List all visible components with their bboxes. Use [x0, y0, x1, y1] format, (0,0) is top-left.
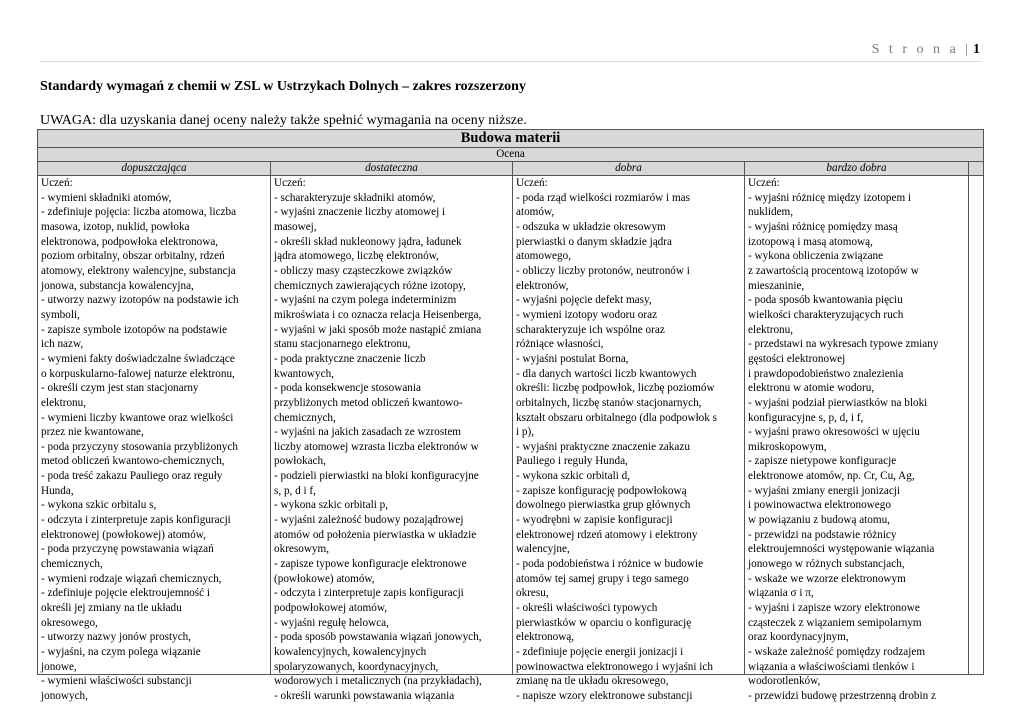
requirement-line: wodorotlenków,: [748, 675, 821, 688]
requirements-cell-dopuszczajaca: [38, 176, 271, 702]
table-row: [38, 176, 984, 675]
requirement-line: kształt obszaru orbitalnego (dla podpowłok s: [516, 411, 718, 424]
requirement-line: - poda przyczyny stosowania przybliżonych: [41, 440, 238, 453]
requirement-line: - poda treść zakazu Pauliego oraz reguły: [41, 470, 223, 483]
requirement-line: - obliczy masy cząsteczkowe związków: [274, 264, 453, 277]
requirement-line: - wyjaśni praktyczne znaczenie zakazu: [516, 440, 690, 453]
requirement-line: s, p, d i f,: [274, 484, 316, 497]
requirement-line: atomowy, elektrony walencyjne, substancja: [41, 264, 236, 277]
requirement-line: elektroujemności występowanie wiązania: [748, 543, 935, 556]
requirement-line: Uczeń:: [748, 177, 780, 189]
requirement-line: konfiguracyjne s, p, d, i f,: [748, 411, 864, 424]
requirement-line: Uczeń:: [41, 177, 73, 189]
requirement-line: w powiązaniu z budową atomu,: [748, 514, 890, 527]
header-divider: [40, 61, 982, 62]
requirement-line: - podzieli pierwiastki na bloki konfiguracyjne: [274, 470, 479, 483]
grade-header-row: [38, 148, 984, 162]
requirement-line: określi jej zmiany na tle układu: [41, 602, 182, 615]
requirement-line: mikroświata i co oznacza relacja Heisenberga,: [274, 308, 482, 321]
section-title: Budowa materii: [38, 130, 984, 148]
requirement-line: masowej,: [274, 220, 317, 233]
requirement-line: stanu stacjonarnego elektronu,: [274, 338, 411, 351]
requirement-line: - poda podobieństwa i różnice w budowie: [516, 558, 704, 571]
requirement-line: - wykona szkic orbitalu s,: [41, 499, 157, 512]
requirement-line: - poda sposób powstawania wiązań jonowych,: [274, 631, 482, 644]
requirement-line: - wyjaśni różnicę pomiędzy masą: [748, 220, 898, 233]
requirement-line: wiązania σ i π,: [748, 587, 814, 600]
requirement-line: - napisze wzory elektronowe substancji: [516, 689, 693, 702]
column-header: dostateczna: [271, 162, 513, 176]
column-header: dopuszczająca: [38, 162, 271, 176]
requirement-line: - wymieni liczby kwantowe oraz wielkości: [41, 411, 234, 424]
requirement-line: - wyjaśni na czym polega indeterminizm: [274, 294, 457, 307]
requirement-line: - wymieni fakty doświadczalne świadczące: [41, 352, 235, 365]
requirement-line: mikroskopowym,: [748, 440, 827, 453]
section-header-row: [38, 130, 984, 148]
requirement-line: - wskaże zależność pomiędzy rodzajem: [748, 646, 926, 658]
requirement-line: - wyjaśni w jaki sposób może nastąpić zmiana: [274, 323, 482, 336]
requirement-line: - wymieni składniki atomów,: [41, 191, 172, 204]
requirement-line: okresowego,: [41, 616, 98, 629]
requirement-line: - odszuka w układzie okresowym: [516, 220, 666, 233]
requirement-line: elektronowe atomów, np. Cr, Cu, Ag,: [748, 470, 915, 483]
requirement-line: - wyjaśni pojęcie defekt masy,: [516, 294, 652, 307]
requirement-line: - wymieni izotopy wodoru oraz: [516, 308, 658, 321]
document-note: UWAGA: dla uzyskania danej oceny należy także spełnić wymagania na oceny niższe.: [40, 113, 527, 128]
requirement-line: oraz koordynacyjnym,: [748, 631, 849, 644]
requirement-line: scharakteryzuje ich wspólne oraz: [516, 323, 665, 336]
page-number-label: S t r o n a |: [871, 42, 971, 57]
requirement-line: - poda przyczynę powstawania wiązań: [41, 543, 214, 556]
requirements-table: [37, 129, 984, 702]
requirement-line: i p),: [516, 426, 535, 439]
requirement-line: określi: liczbę podpowłok, liczbę poziomów: [516, 382, 715, 395]
requirement-line: masowa, izotop, nuklid, powłoka: [41, 220, 190, 233]
requirement-line: mieszaninie,: [748, 279, 805, 292]
requirement-line: - odczyta i zinterpretuje zapis konfiguracji: [274, 587, 464, 600]
requirement-line: - zapisze symbole izotopów na podstawie: [41, 323, 228, 336]
requirement-line: chemicznych zawierających różne izotopy,: [274, 279, 466, 292]
requirement-line: z zawartością procentową izotopów w: [748, 264, 919, 277]
requirement-line: (powłokowe) atomów,: [274, 572, 375, 585]
requirement-line: elektronu,: [41, 396, 87, 409]
requirement-line: cząsteczek z wiązaniem semipolarnym: [748, 616, 922, 629]
requirement-line: - określi właściwości typowych: [516, 602, 658, 615]
requirement-line: - zdefiniuje pojęcia: liczba atomowa, liczba: [41, 206, 237, 219]
requirement-line: - wyjaśni zmiany energii jonizacji: [748, 484, 901, 497]
requirement-line: jonowych,: [41, 689, 88, 702]
page-number-value: 1: [973, 42, 980, 57]
requirement-line: symboli,: [41, 308, 80, 321]
requirement-line: elektronu,: [748, 323, 794, 336]
requirement-line: - zdefiniuje pojęcie elektroujemność i: [41, 587, 210, 600]
requirement-line: elektronowa, podpowłoka elektronowa,: [41, 235, 219, 248]
requirement-line: - określi czym jest stan stacjonarny: [41, 382, 199, 395]
requirement-line: orbitalnych, liczbę stanów stacjonarnych,: [516, 396, 702, 409]
requirement-line: elektronu w atomie wodoru,: [748, 382, 875, 395]
page-number: [872, 42, 980, 58]
requirement-line: jonowa, substancja kowalencyjna,: [41, 279, 194, 292]
requirement-line: metod obliczeń kwantowo-chemicznych,: [41, 455, 225, 468]
requirement-line: atomowego,: [516, 250, 571, 263]
empty-cell: [969, 176, 984, 675]
requirement-line: - wyjaśni prawo okresowości w ujęciu: [748, 426, 920, 439]
requirement-line: - wyjaśni, na czym polega wiązanie: [41, 646, 201, 658]
requirement-line: Hunda,: [41, 484, 74, 497]
requirement-line: atomów tej samej grupy i tego samego: [516, 572, 689, 585]
requirement-line: elektronową,: [516, 631, 575, 644]
requirement-line: - wyjaśni zależność budowy pozajądrowej: [274, 514, 464, 527]
requirement-line: kwantowych,: [274, 367, 334, 380]
requirement-line: pierwiastki o danym składzie jądra: [516, 235, 672, 248]
requirement-line: poziom orbitalny, obszar orbitalny, rdzeń: [41, 250, 225, 263]
requirement-line: elektronów,: [516, 279, 569, 292]
requirement-line: - wyjaśni na jakich zasadach ze wzrostem: [274, 426, 461, 439]
requirement-line: atomów,: [516, 206, 555, 219]
requirement-line: o korpuskularno-falowej naturze elektronu,: [41, 367, 235, 380]
requirement-line: - zapisze typowe konfiguracje elektronowe: [274, 558, 467, 571]
requirement-line: - poda sposób kwantowania pięciu: [748, 294, 903, 307]
requirement-line: elektronowej rdzeń atomowy i elektrony: [516, 528, 698, 541]
requirement-line: wodorowych i metalicznych (na przykładach),: [274, 675, 482, 688]
requirement-line: zmianę na tle układu okresowego,: [516, 675, 669, 688]
column-header: dobra: [513, 162, 745, 176]
requirement-line: powłokach,: [274, 455, 326, 468]
requirement-line: - scharakteryzuje składniki atomów,: [274, 191, 436, 204]
requirement-line: - zdefiniuje pojęcie energii jonizacji i: [516, 646, 684, 658]
requirement-line: - poda konsekwencje stosowania: [274, 382, 421, 395]
requirement-line: chemicznych,: [41, 558, 103, 571]
requirement-line: - utworzy nazwy izotopów na podstawie ich: [41, 294, 239, 307]
requirement-line: - wyjaśni znaczenie liczby atomowej i: [274, 206, 446, 219]
requirement-line: - dla danych wartości liczb kwantowych: [516, 367, 697, 380]
requirement-line: liczby atomowej wzrasta liczba elektronów w: [274, 440, 479, 453]
grade-label: Ocena: [38, 148, 984, 162]
requirement-line: - wykona obliczenia związane: [748, 250, 884, 263]
requirement-line: okresowym,: [274, 543, 329, 556]
requirement-line: jonowe,: [41, 660, 77, 673]
requirement-line: - przewidzi budowę przestrzenną drobin z: [748, 689, 936, 702]
requirement-line: - wyjaśni regułę helowca,: [274, 616, 389, 629]
requirement-line: - przedstawi na wykresach typowe zmiany: [748, 338, 939, 351]
requirement-line: nuklidem,: [748, 206, 794, 219]
requirement-line: - wykona szkic orbitali p,: [274, 499, 389, 512]
requirement-line: - zapisze konfigurację podpowłokową: [516, 484, 687, 497]
requirement-line: wielkości charakteryzujących ruch: [748, 308, 904, 321]
requirement-line: Uczeń:: [516, 177, 548, 189]
document-title: Standardy wymagań z chemii w ZSL w Ustrzykach Dolnych – zakres rozszerzony: [40, 79, 526, 94]
requirement-line: - odczyta i zinterpretuje zapis konfiguracji: [41, 514, 231, 527]
requirement-line: - obliczy liczby protonów, neutronów i: [516, 264, 690, 277]
requirement-line: - określi skład nukleonowy jądra, ładunek: [274, 235, 462, 248]
requirement-line: ich nazw,: [41, 338, 84, 351]
requirement-line: jonowego w różnych substancjach,: [748, 558, 905, 571]
requirements-cell-dobra: [513, 176, 745, 702]
requirement-line: i prawdopodobieństwo znalezienia: [748, 367, 904, 380]
requirement-line: elektronowej (powłokowej) atomów,: [41, 528, 206, 541]
requirement-line: - wskaże we wzorze elektronowym: [748, 572, 906, 585]
requirement-line: - zapisze nietypowe konfiguracje: [748, 455, 897, 468]
requirement-line: - utworzy nazwy jonów prostych,: [41, 631, 192, 644]
requirement-line: okresu,: [516, 587, 549, 600]
requirement-line: chemicznych,: [274, 411, 336, 424]
requirements-cell-dostateczna: [271, 176, 513, 702]
requirement-line: wiązania a właściwościami tlenków i: [748, 660, 915, 673]
empty-column-header: [969, 162, 984, 176]
requirement-line: przez nie kwantowane,: [41, 426, 144, 439]
requirement-line: i powinowactwa elektronowego: [748, 499, 891, 512]
column-header: bardzo dobra: [745, 162, 969, 176]
requirement-line: - wyjaśni postulat Borna,: [516, 352, 629, 365]
requirement-line: pierwiastków w oparciu o konfigurację: [516, 616, 692, 629]
requirement-line: dowolnego pierwiastka grup głównych: [516, 499, 691, 512]
requirement-line: izotopową i masą atomową,: [748, 235, 873, 248]
requirement-line: - poda rząd wielkości rozmiarów i mas: [516, 191, 690, 204]
requirement-line: - wyodrębni w zapisie konfiguracji: [516, 514, 673, 527]
requirement-line: - wykona szkic orbitali d,: [516, 470, 631, 483]
requirement-line: - wyjaśni różnicę między izotopem i: [748, 191, 912, 204]
requirement-line: kowalencyjnych, kowalencyjnych: [274, 646, 427, 658]
column-header-row: [38, 162, 984, 176]
requirement-line: różniące własności,: [516, 338, 604, 351]
requirement-line: - wyjaśni podział pierwiastków na bloki: [748, 396, 928, 409]
requirement-line: - wymieni rodzaje wiązań chemicznych,: [41, 572, 222, 585]
requirement-line: powinowactwa elektronowego i wyjaśni ich: [516, 660, 713, 673]
requirement-line: atomów od położenia pierwiastka w układzie: [274, 528, 477, 541]
requirement-line: jądra atomowego, liczbę elektronów,: [274, 250, 439, 263]
requirement-line: gęstości elektronowej: [748, 352, 846, 365]
requirement-line: - poda praktyczne znaczenie liczb: [274, 352, 426, 365]
requirement-line: - określi warunki powstawania wiązania: [274, 689, 455, 702]
requirement-line: - wymieni właściwości substancji: [41, 675, 192, 688]
requirement-line: - wyjaśni i zapisze wzory elektronowe: [748, 602, 920, 615]
requirement-line: spolaryzowanych, koordynacyjnych,: [274, 660, 439, 673]
requirement-line: podpowłokowej atomów,: [274, 602, 387, 615]
requirement-line: Uczeń:: [274, 177, 306, 189]
requirement-line: Pauliego i reguły Hunda,: [516, 455, 628, 468]
requirement-line: - przewidzi na podstawie różnicy: [748, 528, 897, 541]
requirements-cell-bardzo-dobra: [745, 176, 969, 702]
requirement-line: walencyjne,: [516, 543, 570, 556]
requirement-line: przybliżonych metod obliczeń kwantowo-: [274, 396, 463, 409]
